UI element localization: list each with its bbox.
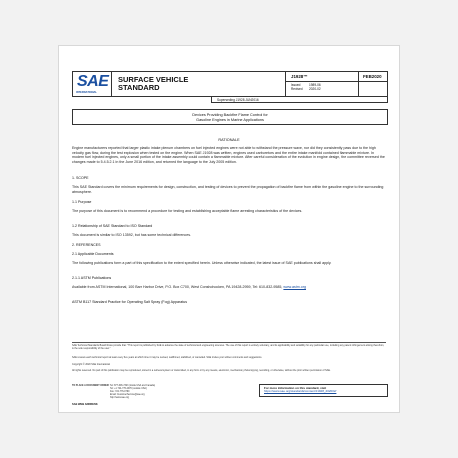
- issued-date: 1989-06: [309, 83, 321, 87]
- section-2-1-1-body: [59, 285, 399, 290]
- rev-code: FEB2020: [363, 74, 382, 79]
- standard-type: [118, 76, 188, 92]
- footer-copyright: Copyright © 2020 SAE International: [72, 363, 110, 366]
- doc-number-box: [286, 72, 358, 82]
- rationale-body: Engine manufacturers reported that larger plastic intake plenum chambers on fuel injected engines were not able to withstand the pressure wave, nor did they consistently pass due to the high velocity gas flow, during the test explosion when tested on the engine. When SAE J1928 was written, engines used carburetors and the entire intake manifold contained flammable mixture. In modern fuel injected engines, only a small portion of the intake assembly could contain a flammable mixture. After careful consideration of the evolution in engine design, the committee reversed the changes made to 5.4.5.2.1 in the June 2016 edition, and returned the language to the July 2005 edition.: [72, 146, 385, 164]
- section-1-heading: 1. SCOPE: [72, 176, 89, 180]
- footer-rights: All rights reserved. No part of this publication may be reproduced, stored in a retrieval system or transmitted, in any form or by any means, electronic, mechanical, photocopying, recording, or otherwise, without the prior written permission of SAE.: [72, 369, 331, 372]
- doc-title-line2: Gasoline Engines in Marine Applications: [196, 117, 264, 122]
- doc-number: J1928™: [291, 74, 308, 79]
- rev-code-box: [359, 72, 387, 82]
- issued-label: Issued: [291, 83, 301, 87]
- section-1-1-heading: 1.1 Purpose: [72, 200, 92, 204]
- standard-type-line2: STANDARD: [118, 83, 160, 93]
- section-2-1-1-heading: 2.1.1 ASTM Publications: [72, 276, 112, 280]
- tel-inside: Tel: 877-606-7323 (inside USA and Canada): [109, 385, 155, 387]
- section-2-heading: 2. REFERENCES: [72, 243, 101, 247]
- more-info-heading: For more information on this standard, visit: [264, 385, 327, 390]
- superseding-note: Superseding J1928 JUN2016: [211, 97, 388, 103]
- standard-type-cell: [112, 72, 286, 96]
- astm-link[interactable]: www.astm.org: [283, 285, 306, 289]
- email: Email: CustomerService@sae.org: [110, 394, 145, 396]
- header-table: [72, 71, 388, 97]
- astm-b117-reference: ASTM B117 Standard Practice for Operating Salt Spray (Fog) Apparatus: [72, 300, 187, 304]
- revised-label: Revised: [291, 87, 303, 91]
- standard-type-line1: SURFACE VEHICLE: [118, 75, 189, 84]
- date-grid: [291, 83, 321, 91]
- document-page: [58, 45, 400, 413]
- web-url[interactable]: http://www.sae.org: [110, 397, 129, 399]
- section-2-1-body: The following publications form a part of this specification to the extent specified herein. Unless otherwise indicated, the latest issue of SAE publications shall apply.: [72, 261, 332, 265]
- footer-disclaimer-2: SAE reviews each technical report at least every five years at which time it may be revised, reaffirmed, stabilized, or cancelled. SAE invites your written comments and suggestions.: [72, 356, 263, 359]
- rationale-heading: RATIONALE: [218, 138, 240, 142]
- section-1-2-heading: 1.2 Relationship of SAE Standard to ISO Standard: [72, 224, 153, 228]
- section-1-1-body: The purpose of this document is to recommend a procedure for testing and establishing acceptable flame arresting characteristics of the devices.: [72, 209, 303, 213]
- tel-outside: Tel: +1 724-776-4970 (outside USA): [110, 388, 147, 390]
- order-contact: [72, 385, 222, 400]
- more-info-link[interactable]: https://www.sae.org/standards/content/J1928_202002/: [264, 389, 337, 394]
- doc-number-cell: [286, 72, 359, 96]
- section-2-1-heading: 2.1 Applicable Documents: [72, 252, 114, 256]
- sae-logo-subtitle: INTERNATIONAL: [76, 91, 97, 94]
- more-info-box: [259, 384, 388, 397]
- section-1-body: This SAE Standard covers the minimum requirements for design, construction, and testing of devices to prevent the propagation of backfire flame from within the gasoline engine to the surrounding atmosphere.: [72, 185, 384, 194]
- doc-title-line1: Devices Providing Backfire Flame Control for: [192, 113, 268, 117]
- section-1-2-body: This document is similar to ISO 13592, but has some technical differences.: [72, 233, 191, 237]
- doc-title-box: [72, 109, 388, 125]
- sae-logo: SAE: [77, 73, 109, 90]
- footer-divider: [72, 342, 386, 343]
- fax: Fax: 724-776-0790: [110, 391, 130, 393]
- revised-date: 2020-02: [309, 87, 321, 91]
- astm-address: Available from ASTM International, 100 Barr Harbor Drive, P.O. Box C700, West Conshohocken, PA 19428-2959, Tel: 610-832-9585,: [72, 285, 284, 289]
- order-label: TO PLACE A DOCUMENT ORDER:: [72, 385, 110, 387]
- logo-cell: [73, 72, 112, 96]
- sae-web-address-label: SAE WEB ADDRESS:: [72, 403, 99, 406]
- rev-code-cell: [359, 72, 387, 96]
- footer-disclaimer-1: SAE Technical Standards Board Rules provide that: "This report is published by SAE to advance the state of technical and engineering sciences. The use of this report is entirely voluntary, and its applicability and suitability for any particular use, including any patent infringement arising therefrom, is the sole responsibility of the user.": [72, 344, 385, 350]
